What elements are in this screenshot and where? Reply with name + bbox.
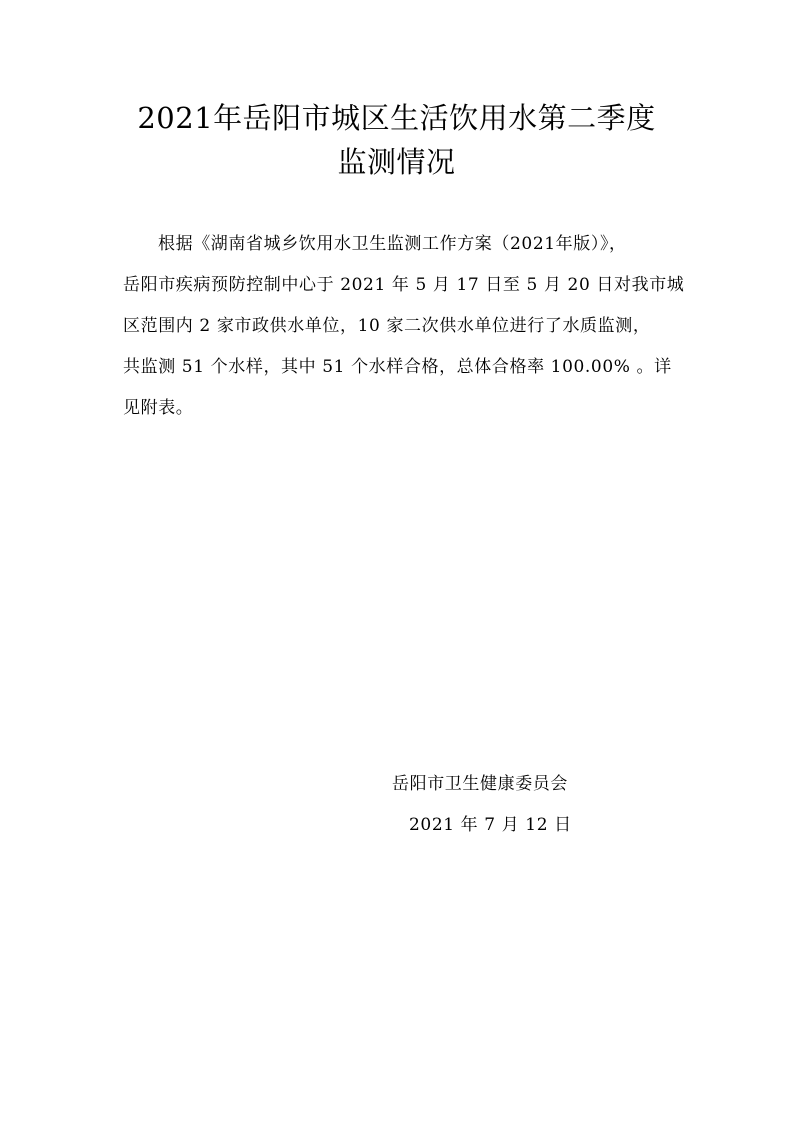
body-paragraph-line-5: 见附表。 (123, 398, 194, 418)
signature-date: 2021 年 7 月 12 日 (409, 815, 572, 835)
signature-organization: 岳阳市卫生健康委员会 (392, 774, 568, 794)
document-title-line-2: 监测情况 (337, 145, 456, 179)
body-paragraph-line-2: 岳阳市疾病预防控制中心于 2021 年 5 月 17 日至 5 月 20 日对我市城 (123, 275, 685, 295)
body-paragraph-line-4: 共监测 51 个水样，其中 51 个水样合格，总体合格率 100.00% 。详 (123, 357, 672, 377)
body-paragraph-line-3: 区范围内 2 家市政供水单位，10 家二次供水单位进行了水质监测， (123, 316, 651, 336)
document-title-line-1: 2021年岳阳市城区生活饮用水第二季度 (137, 101, 656, 135)
body-paragraph-line-1: 根据《湖南省城乡饮用水卫生监测工作方案（2021年版）》， (158, 234, 627, 254)
